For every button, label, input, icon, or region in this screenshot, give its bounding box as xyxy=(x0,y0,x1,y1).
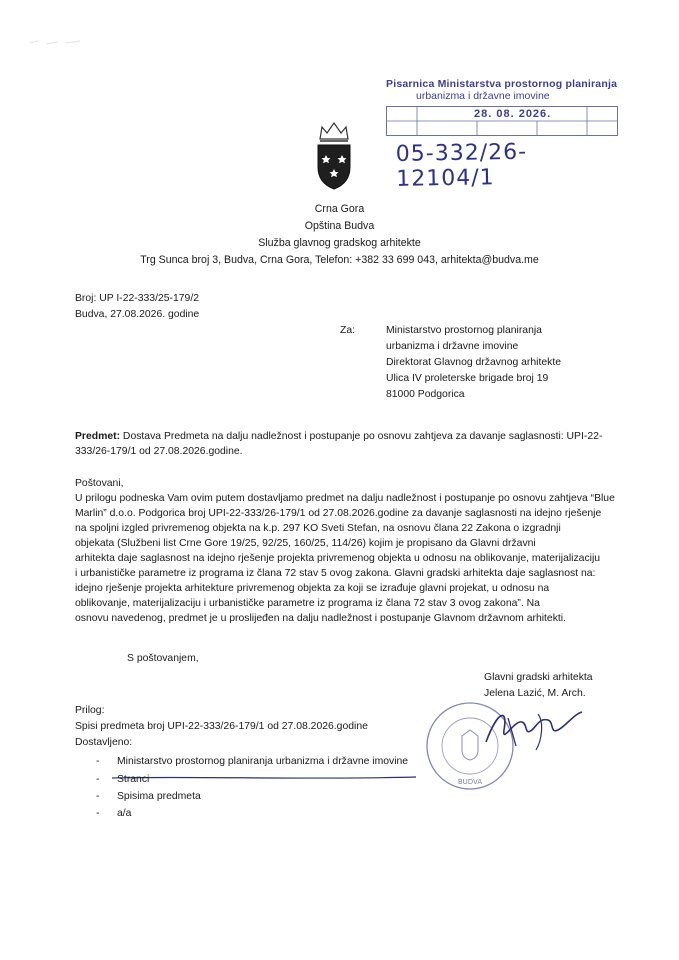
prilog-label: Prilog: xyxy=(75,705,105,716)
recipient-line: Direktorat Glavnog državnog arhitekte xyxy=(386,357,561,368)
dostavljeno-label: Dostavljeno: xyxy=(75,737,133,748)
list-bullet: - xyxy=(96,808,100,819)
body-line: i urbanističke parametre iz programa iz člana 72 stav 5 ovog zakona. Glavni gradski arhitekta daje saglasnost na: xyxy=(75,568,596,579)
body-paragraph xyxy=(75,491,615,626)
prilog-text: Spisi predmeta broj UPI-22-333/26-179/1 od 27.08.2026.godine xyxy=(75,721,368,732)
list-bullet: - xyxy=(96,774,100,785)
subject-line-2: 333/26-179/1 od 27.08.2026.godine. xyxy=(75,446,243,457)
body-line: osnovu navedenog, predmet je u proslijeđen na dalju nadležnost i postupanje Glavnom državnom arhitekti. xyxy=(75,613,566,624)
recipient-label: Za: xyxy=(340,325,356,336)
scan-smudge xyxy=(28,34,88,44)
list-bullet: - xyxy=(96,756,100,767)
distribution-item: Ministarstvo prostornog planiranja urbanizma i državne imovine xyxy=(117,756,409,767)
closing: S poštovanjem, xyxy=(127,653,199,664)
recipient-line: urbanizma i državne imovine xyxy=(386,341,519,352)
header-line-address: Trg Sunca broj 3, Budva, Crna Gora, Telefon: +382 33 699 043, arhitekta@budva.me xyxy=(140,254,539,266)
recipient-line: Ministarstvo prostornog planiranja xyxy=(386,325,542,336)
list-bullet: - xyxy=(96,791,100,802)
document-date: Budva, 27.08.2026. godine xyxy=(75,309,200,320)
stamp-title: Pisarnica Ministarstva prostornog planiranja xyxy=(386,78,618,90)
header-line-municipality: Opština Budva xyxy=(304,220,375,232)
body-line: U prilogu podneska Vam ovim putem dostavljamo predmet na dalju nadležnost i postupanje po osnovu zahtjeva “Blue xyxy=(75,493,615,504)
subject-text: Dostava Predmeta na dalju nadležnost i postupanje po osnovu zahtjeva za davanje saglasnosti: UPI-22- xyxy=(120,431,603,442)
underline-mark xyxy=(112,768,417,774)
stamp-date: 28. 08. 2026. xyxy=(474,108,552,120)
distribution-item: a/a xyxy=(117,808,132,819)
body-line: objekata (Službeni list Crne Gore 19/25, 92/25, 160/25, 114/26) kojim je propisano da Glavni državni xyxy=(75,538,536,549)
subject-label: Predmet: xyxy=(75,431,121,442)
body-line: idejno rješenje projekta arhitekture privremenog objekta za koji se izrađuje glavni projekat, u odnosu na xyxy=(75,583,550,594)
header-line-service: Služba glavnog gradskog arhitekte xyxy=(258,237,421,249)
body-line: arhitekta daje saglasnost na idejno rješenje projekta privremenog objekta u odnosu na oblikovanje, materijalizaciju xyxy=(75,553,601,564)
recipient-line: Ulica IV proleterske brigade broj 19 xyxy=(386,373,549,384)
recipient-block xyxy=(386,323,561,402)
signature-name: Jelena Lazić, M. Arch. xyxy=(484,688,586,699)
document-number: Broj: UP I-22-333/25-179/2 xyxy=(75,293,199,304)
subject-line xyxy=(75,429,602,444)
distribution-item: Stranci xyxy=(117,774,150,785)
signature-title: Glavni gradski arhitekta xyxy=(484,672,593,683)
svg-text:BUDVA: BUDVA xyxy=(457,778,483,786)
body-line: na spoljni izgled privremenog objekta na k.p. 297 KO Sveti Stefan, na osnovu člana 22 Zakona o izgradnji xyxy=(75,523,561,534)
body-line: oblikovanje, materijalizaciju i urbanističke parametre iz programa iz člana 72 stav 3 ovog zakona”. Na xyxy=(75,598,540,609)
stamp-number: 05-332/26-12104/1 xyxy=(395,139,528,192)
recipient-line: 81000 Podgorica xyxy=(386,389,465,400)
header-line-country: Crna Gora xyxy=(314,203,365,215)
body-line: Marlin” d.o.o. Podgorica broj UPI-22-333/26-179/1 od 27.08.2026.godine za davanje saglasnosti na idejno rješenje xyxy=(75,508,602,519)
distribution-item: Spisima predmeta xyxy=(117,791,201,802)
registry-stamp xyxy=(386,68,618,192)
greeting: Poštovani, xyxy=(75,478,124,489)
coat-of-arms-icon xyxy=(314,119,354,191)
handwritten-signature xyxy=(478,700,588,760)
stamp-subtitle: urbanizma i državne imovine xyxy=(416,90,550,102)
